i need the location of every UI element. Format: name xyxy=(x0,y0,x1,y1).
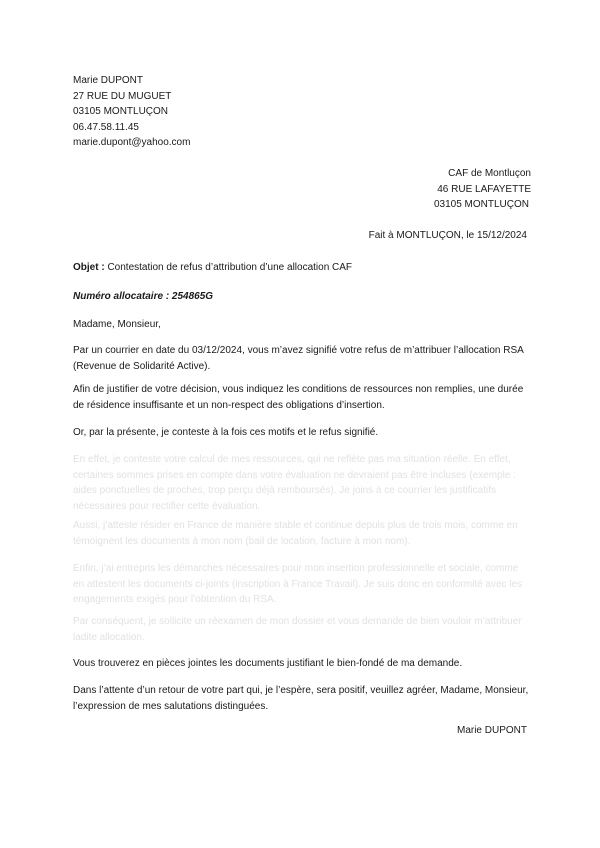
paragraph-5: Dans l’attente d’un retour de votre part qui, je l’espère, sera positif, veuillez agréer, Madame, Monsieur, l’expression de mes salutations distinguées. xyxy=(73,685,529,712)
salutation: Madame, Monsieur, xyxy=(73,319,161,330)
signature: Marie DUPONT xyxy=(456,725,527,736)
recipient-name: CAF de Montluçon xyxy=(448,168,531,179)
paragraph-2: Afin de justifier de votre décision, vous indiquez les conditions de ressources non remplies, une durée de résidence insuffisante et un non-respect des obligations d’insertion. xyxy=(73,384,524,411)
recipient-block xyxy=(434,166,531,213)
sender-street: 27 RUE DU MUGUET xyxy=(73,90,172,102)
faded-paragraph-3: Enfin, j’ai entrepris les démarches nécessaires pour mon insertion professionnelle et sociale, comme en attestent les documents ci-joints (inscription à France Travail). Je suis donc en conformité avec les engagements exigés pour l’obtention du RSA. xyxy=(73,563,523,605)
recipient-city: 03105 MONTLUÇON xyxy=(433,199,529,210)
object-label: Objet : xyxy=(73,262,105,273)
sender-name: Marie DUPONT xyxy=(73,75,144,86)
allocataire-number: Numéro allocataire : 254865G xyxy=(73,291,214,302)
paragraph-3: Or, par la présente, je conteste à la fois ces motifs et le refus signifié. xyxy=(73,427,379,438)
faded-paragraph-4: Par conséquent, je sollicite un réexamen de mon dossier et vous demande de bien vouloir m’attribuer ladite allocation. xyxy=(73,616,522,643)
recipient-street: 46 RUE LAFAYETTE xyxy=(437,183,531,195)
object-line xyxy=(73,262,352,273)
date-line: Fait à MONTLUÇON, le 15/12/2024 xyxy=(368,230,527,241)
paragraph-4: Vous trouverez en pièces jointes les documents justifiant le bien-fondé de ma demande. xyxy=(73,658,463,669)
sender-phone: 06.47.58.11.45 xyxy=(73,121,139,133)
sender-block xyxy=(73,73,190,151)
object-text: Contestation de refus d’attribution d’une allocation CAF xyxy=(104,262,353,273)
faded-paragraph-1: En effet, je conteste votre calcul de mes ressources, qui ne reflète pas ma situation réelle. En effet, certaines sommes prises en compte dans votre évaluation ne devraient pas être incluses (exemple : aides ponctuelles de proches, trop perçu déjà remboursés). Je joins à ce courrier les justificatifs nécessaires pour rectifier cette évaluation. xyxy=(73,454,517,512)
sender-city: 03105 MONTLUÇON xyxy=(73,106,169,117)
paragraph-1: Par un courrier en date du 03/12/2024, vous m’avez signifié votre refus de m’attribuer l’allocation RSA (Revenue de Solidarité Active). xyxy=(73,345,524,372)
sender-email: marie.dupont@yahoo.com xyxy=(73,137,191,148)
faded-paragraph-2: Aussi, j’atteste résider en France de manière stable et continue depuis plus de trois mois, comme en témoignent les documents à mon nom (bail de location, facture à mon nom). xyxy=(73,520,518,547)
